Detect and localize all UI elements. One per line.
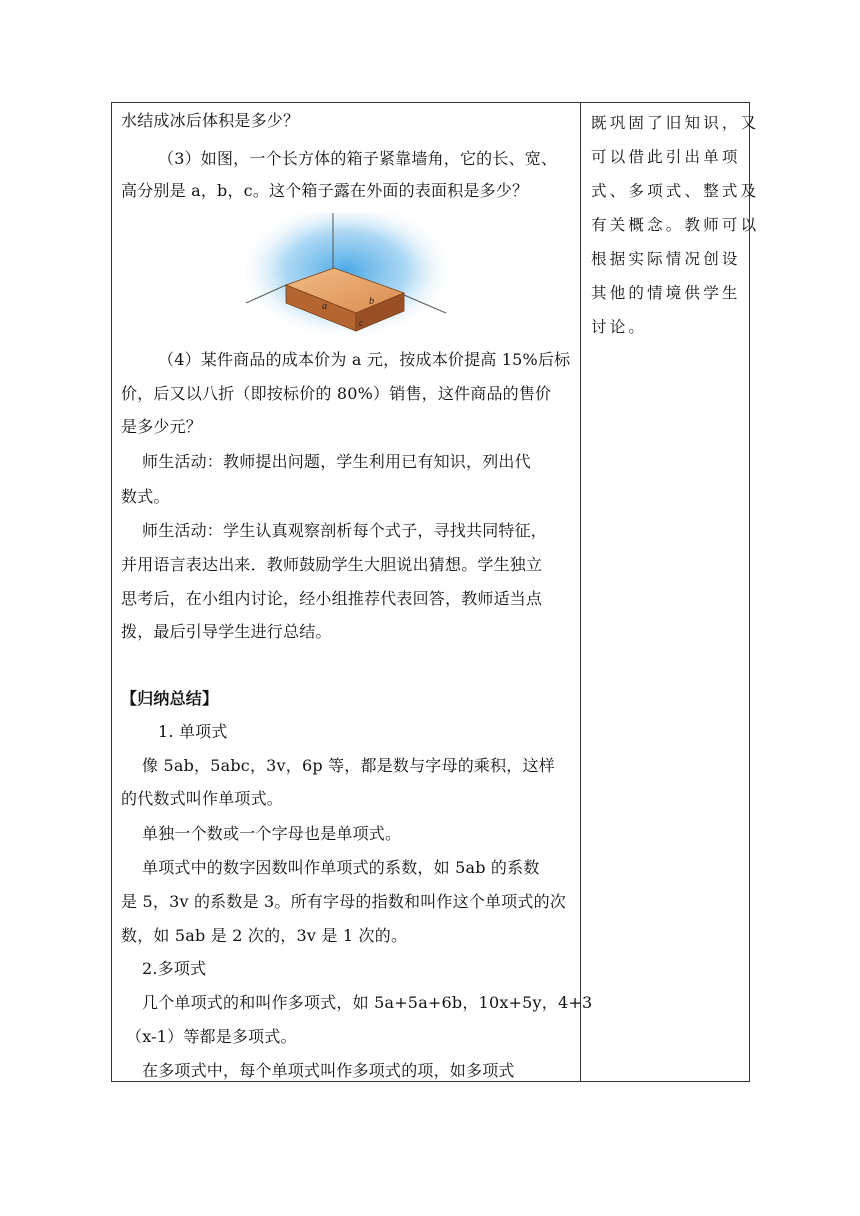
text-line: 的代数式叫作单项式。 [121,789,284,808]
text-line: 数，如 5ab 是 2 次的，3v 是 1 次的。 [121,926,408,945]
text-line: 价，后又以八折（即按标价的 80%）销售，这件商品的售价 [121,384,552,403]
note-line: 根据实际情况创设 [591,250,741,268]
text-line: 单独一个数或一个字母也是单项式。 [142,824,402,843]
text-line: 水结成冰后体积是多少？ [121,111,300,130]
note-line: 既巩固了旧知识，又 [591,114,760,132]
text-line: 思考后，在小组内讨论，经小组推荐代表回答，教师适当点 [121,589,543,608]
text-line: （4）某件商品的成本价为 a 元，按成本价提高 15%后标 [158,350,571,369]
text-line: 像 5ab，5abc，3v，6p 等，都是数与字母的乘积，这样 [142,756,555,775]
text-line: 是 5，3v 的系数是 3。所有字母的指数和叫作这个单项式的次 [121,892,567,911]
text-line: 师生活动：教师提出问题，学生利用已有知识，列出代 [142,452,531,471]
subheading: 1. 单项式 [158,722,228,741]
section-heading: 【归纳总结】 [121,689,219,708]
main-content-cell [112,103,593,1081]
text-line: 并用语言表达出来．教师鼓励学生大胆说出猜想。学生独立 [121,555,543,574]
text-line: 师生活动：学生认真观察剖析每个式子，寻找共同特征， [142,521,548,540]
text-line: 在多项式中，每个单项式叫作多项式的项，如多项式 [142,1061,515,1080]
box-in-corner-figure [246,213,446,341]
note-line: 讨论。 [591,318,648,336]
note-line: 可以借此引出单项 [591,148,741,166]
label-b: b [369,296,374,307]
label-c: c [359,318,364,329]
note-line: 式、多项式、整式及 [591,182,760,200]
text-line: （3）如图，一个长方体的箱子紧靠墙角，它的长、宽、 [158,149,558,168]
text-line: 是多少元？ [121,417,203,436]
text-line: 几个单项式的和叫作多项式，如 5a+5a+6b，10x+5y，4+3 [142,993,593,1012]
text-line: 单项式中的数字因数叫作单项式的系数，如 5ab 的系数 [142,858,540,877]
note-line: 其他的情境供学生 [591,284,741,302]
note-line: 有关概念。教师可以 [591,216,760,234]
subheading: 2.多项式 [142,959,207,978]
text-line: 数式。 [121,487,170,506]
text-line: 拨，最后引导学生进行总结。 [121,622,332,641]
lesson-table [111,102,760,1082]
text-line: 高分别是 a，b，c。这个箱子露在外面的表面积是多少？ [121,181,529,200]
label-a: a [322,301,327,312]
text-line: （x-1）等都是多项式。 [126,1027,297,1046]
notes-cell [581,103,760,1081]
